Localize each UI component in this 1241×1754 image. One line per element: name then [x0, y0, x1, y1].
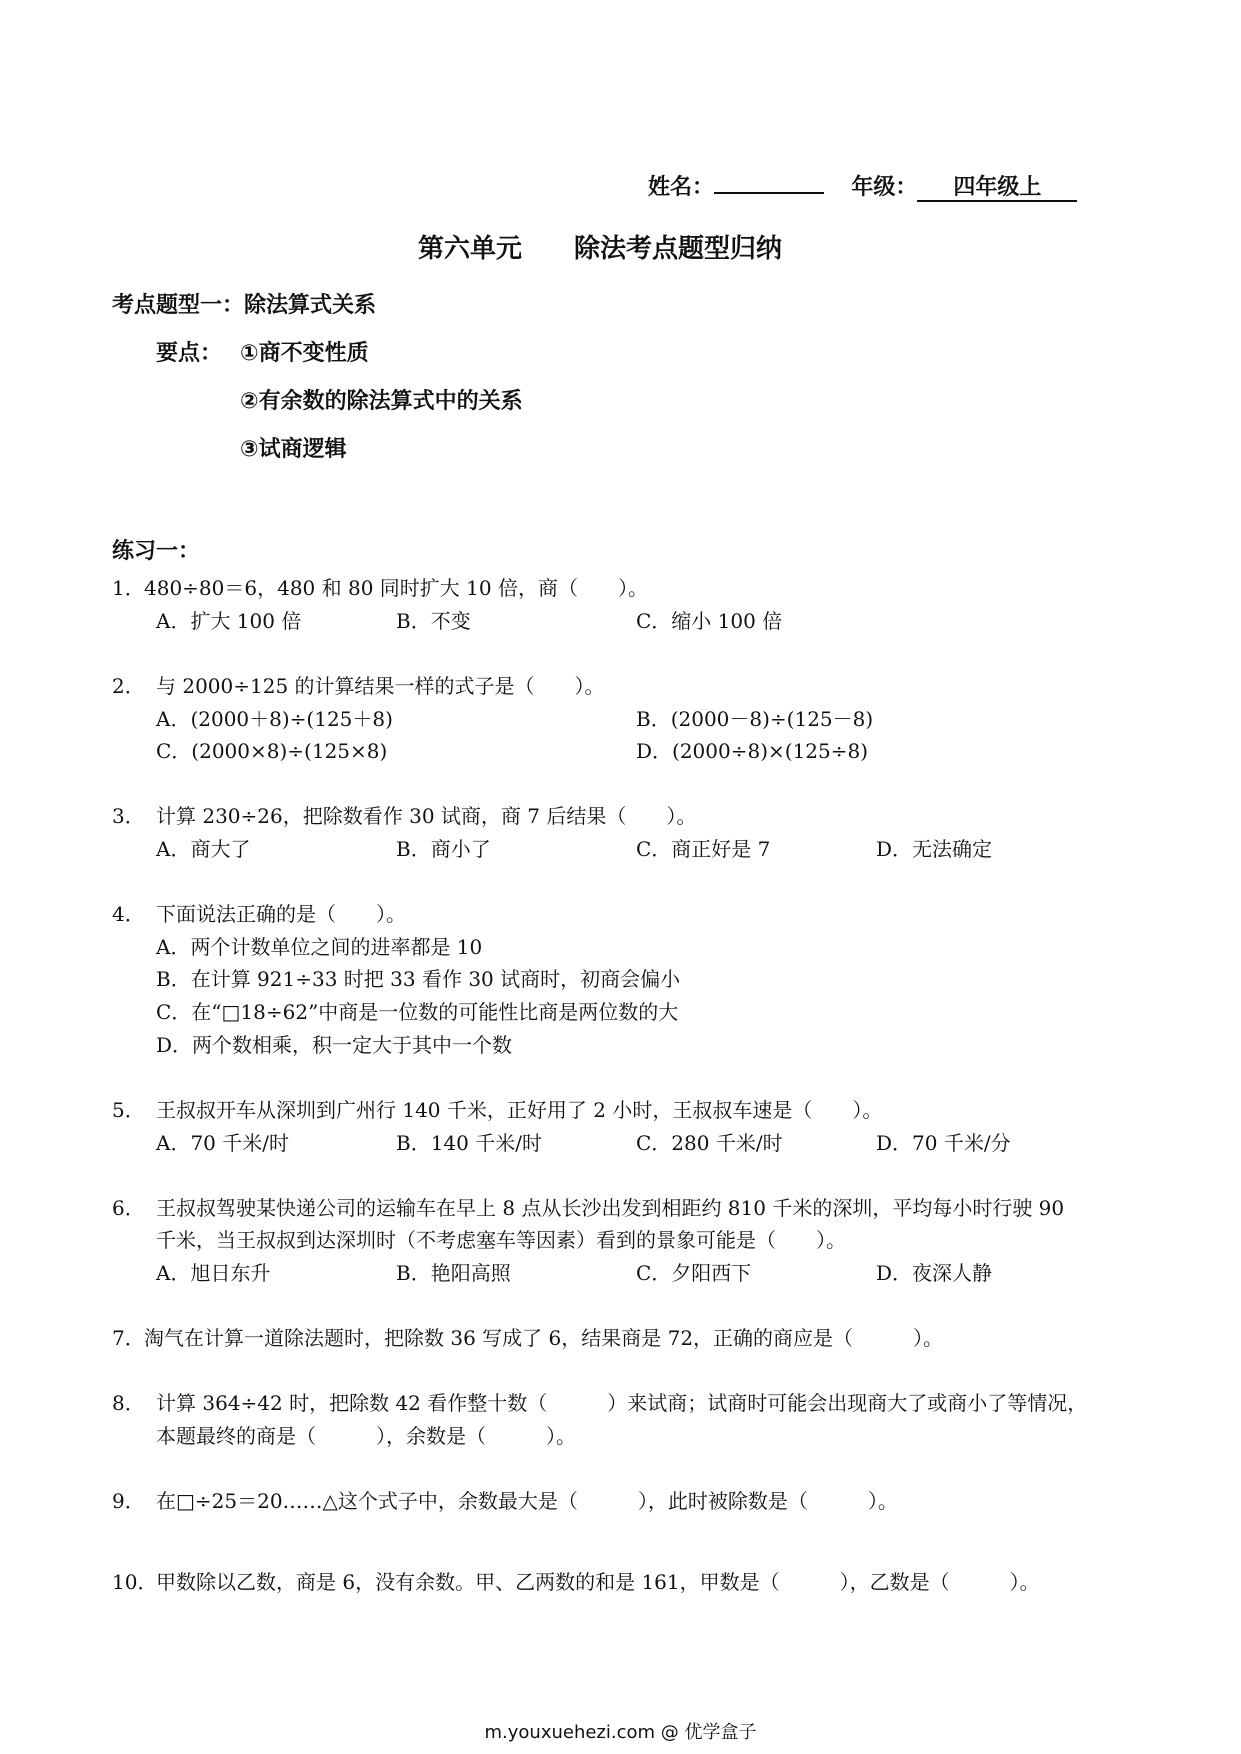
question-text: 王叔叔开车从深圳到广州行 140 千米，正好用了 2 小时，王叔叔车速是（ ）。: [156, 1098, 883, 1122]
student-info: [648, 170, 1077, 202]
option: D．两个数相乘，积一定大于其中一个数: [156, 1033, 513, 1057]
question-number: 5．: [112, 1098, 145, 1122]
name-label: 姓名：: [648, 175, 715, 200]
key-point: ③试商逻辑: [240, 437, 347, 462]
option: D．(2000÷8)×(125÷8): [636, 739, 869, 763]
question-text: 480÷80＝6，480 和 80 同时扩大 10 倍，商（ ）。: [144, 576, 648, 600]
option: A．商大了: [156, 837, 251, 861]
question-text-continued: 本题最终的商是（ ），余数是（ ）。: [156, 1424, 576, 1448]
question-number: 10．: [112, 1570, 158, 1594]
option: A．两个计数单位之间的进率都是 10: [156, 935, 483, 959]
question-text: 王叔叔驾驶某快递公司的运输车在早上 8 点从长沙出发到相距约 810 千米的深圳，平均每小时行驶 90: [156, 1196, 1065, 1220]
question-text: 淘气在计算一道除法题时，把除数 36 写成了 6，结果商是 72，正确的商应是（ ）。: [144, 1326, 944, 1350]
option: A．(2000＋8)÷(125＋8): [156, 707, 393, 731]
section-heading: 考点题型一：除法算式关系: [112, 293, 377, 318]
option: D．无法确定: [876, 837, 993, 861]
question-number: 6．: [112, 1196, 145, 1220]
option: C．280 千米/时: [636, 1131, 783, 1155]
exercise-heading: 练习一：: [112, 539, 201, 564]
question-text: 计算 230÷26，把除数看作 30 试商，商 7 后结果（ ）。: [156, 804, 697, 828]
footer-watermark: m.youxuehezi.com @ 优学盒子: [484, 1722, 757, 1743]
question-text: 下面说法正确的是（ ）。: [156, 902, 406, 926]
option: B．140 千米/时: [396, 1131, 542, 1155]
name-field[interactable]: [714, 192, 824, 194]
question-text: 在□÷25＝20……△这个式子中，余数最大是（ ），此时被除数是（ ）。: [156, 1489, 898, 1513]
option: A．扩大 100 倍: [156, 609, 302, 633]
option: B．在计算 921÷33 时把 33 看作 30 试商时，初商会偏小: [156, 967, 681, 991]
question-number: 4．: [112, 902, 145, 926]
grade-value: 四年级上: [917, 176, 1077, 202]
option: C．(2000×8)÷(125×8): [156, 739, 388, 763]
question-number: 9．: [112, 1489, 145, 1513]
question-text: 甲数除以乙数，商是 6，没有余数。甲、乙两数的和是 161，甲数是（ ），乙数是（ ）。: [156, 1570, 1040, 1594]
option: A．旭日东升: [156, 1261, 271, 1285]
question-number: 1．: [112, 576, 145, 600]
option: B．商小了: [396, 837, 491, 861]
key-point: ②有余数的除法算式中的关系: [240, 389, 523, 414]
option: B．艳阳高照: [396, 1261, 511, 1285]
question-text: 计算 364÷42 时，把除数 42 看作整十数（ ）来试商；试商时可能会出现商大了或商小了等情况，: [156, 1391, 1088, 1415]
question-number: 2．: [112, 674, 145, 698]
option: D．70 千米/分: [876, 1131, 1011, 1155]
option: C．在“□18÷62”中商是一位数的可能性比商是两位数的大: [156, 1000, 679, 1024]
question-text-continued: 千米，当王叔叔到达深圳时（不考虑塞车等因素）看到的景象可能是（ ）。: [156, 1228, 846, 1252]
option: D．夜深人静: [876, 1261, 993, 1285]
key-point: ①商不变性质: [240, 341, 369, 366]
option: C．缩小 100 倍: [636, 609, 783, 633]
question-text: 与 2000÷125 的计算结果一样的式子是（ ）。: [156, 674, 605, 698]
question-number: 3．: [112, 804, 145, 828]
question-number: 7．: [112, 1326, 145, 1350]
option: C．夕阳西下: [636, 1261, 752, 1285]
key-points-label: 要点：: [156, 341, 223, 366]
page-title: 第六单元 除法考点题型归纳: [418, 234, 783, 264]
option: A．70 千米/时: [156, 1131, 289, 1155]
grade-label: 年级：: [851, 175, 918, 200]
option: B．不变: [396, 609, 471, 633]
question-number: 8．: [112, 1391, 145, 1415]
option: B．(2000－8)÷(125－8): [636, 707, 874, 731]
option: C．商正好是 7: [636, 837, 771, 861]
